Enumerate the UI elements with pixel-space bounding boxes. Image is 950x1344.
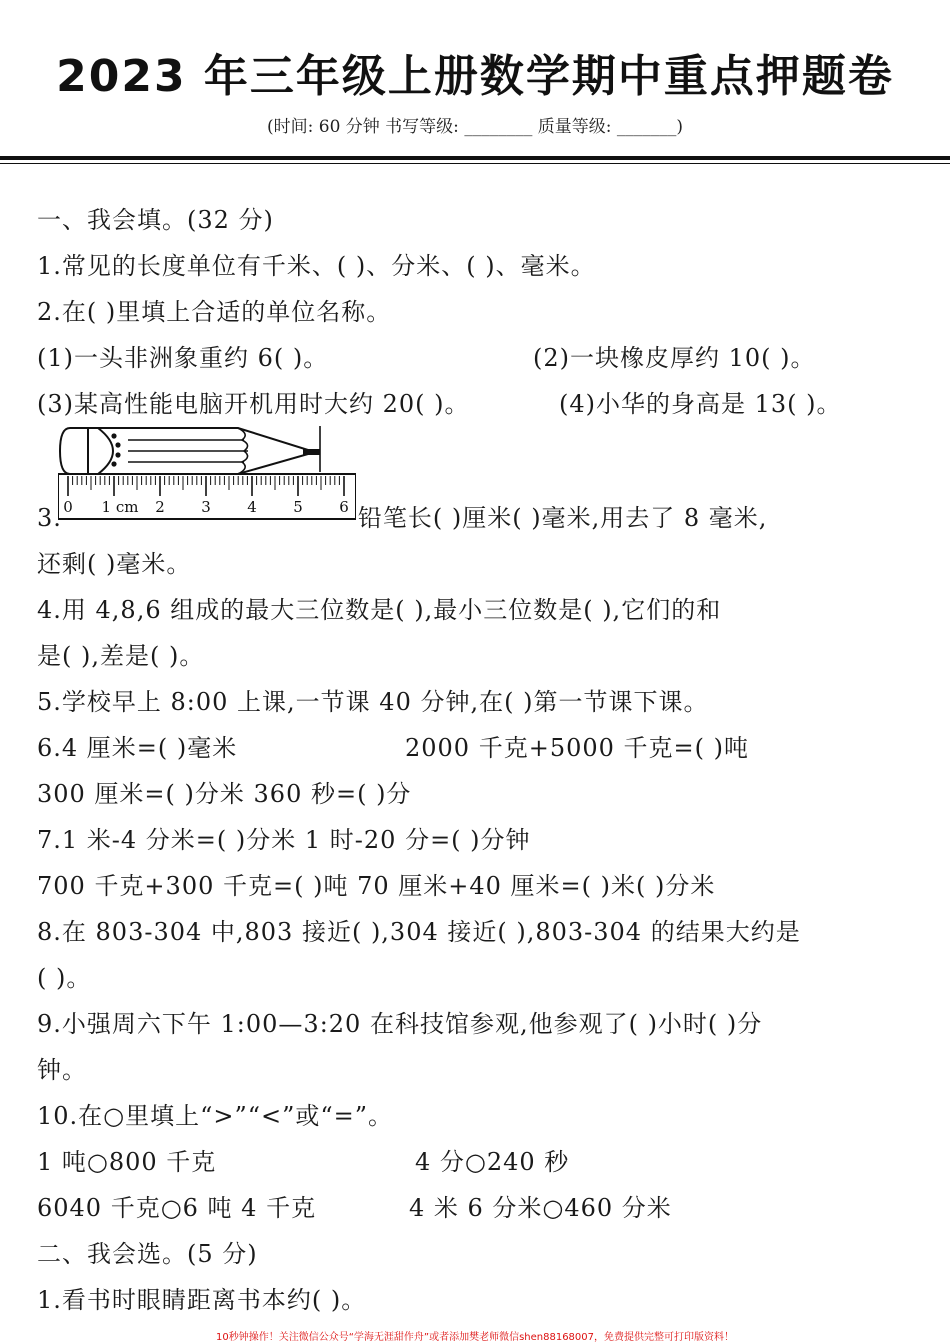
pencil-icon — [60, 426, 320, 474]
question-6-a: 6.4 厘米=( )毫米 — [37, 734, 238, 762]
question-8: 8.在 803-304 中,803 接近( ),304 接近( ),803-304 的结果大约是 — [37, 918, 801, 946]
question-10-b: 4 分○240 秒 — [415, 1148, 570, 1176]
ruler-label: 1 cm — [101, 498, 139, 516]
question-2: 2.在( )里填上合适的单位名称。 — [37, 298, 392, 326]
question-6-row2: 300 厘米=( )分米 360 秒=( )分 — [37, 780, 412, 808]
ruler-label: 6 — [339, 498, 349, 516]
question-10-d: 4 米 6 分米○460 分米 — [409, 1194, 672, 1222]
ruler-label: 2 — [155, 498, 165, 516]
question-1: 1.常见的长度单位有千米、( )、分米、( )、毫米。 — [37, 252, 596, 280]
question-4-continued: 是( ),差是( )。 — [37, 642, 205, 670]
question-4: 4.用 4,8,6 组成的最大三位数是( ),最小三位数是( ),它们的和 — [37, 596, 722, 624]
footer-note: 10秒钟操作！关注微信公众号“学海无涯甜作舟”或者添加樊老师微信shen88168007，免费提供完整可打印版资料！ — [215, 1332, 735, 1343]
ruler-label: 3 — [201, 498, 211, 516]
exam-info: (时间: 60 分钟 书写等级: ________ 质量等级: _______) — [266, 117, 683, 137]
section2-heading: 二、我会选。(5 分) — [37, 1240, 258, 1268]
question-8-continued: ( )。 — [37, 964, 92, 992]
question-9: 9.小强周六下午 1:00—3:20 在科技馆参观,他参观了( )小时( )分 — [37, 1010, 763, 1038]
ruler-label: 5 — [293, 498, 303, 516]
question-9-continued: 钟。 — [37, 1056, 87, 1084]
ruler-label: 0 — [63, 498, 73, 516]
question-3-text: 铅笔长( )厘米( )毫米,用去了 8 毫米, — [357, 504, 768, 532]
section1-heading: 一、我会填。(32 分) — [37, 206, 274, 234]
question-7-row2: 700 千克+300 千克=( )吨 70 厘米+40 厘米=( )米( )分米 — [37, 872, 716, 900]
question-2-3: (3)某高性能电脑开机用时大约 20( )。 — [37, 390, 470, 418]
question-2-1: (1)一头非洲象重约 6( )。 — [37, 344, 329, 372]
question-3-continued: 还剩( )毫米。 — [37, 550, 192, 578]
header-divider-thick — [0, 156, 950, 160]
question-10-a: 1 吨○800 千克 — [37, 1148, 217, 1176]
question-5: 5.学校早上 8:00 上课,一节课 40 分钟,在( )第一节课下课。 — [37, 688, 709, 716]
header-divider-thin — [0, 163, 950, 164]
question-3-number: 3. — [37, 504, 62, 532]
question-2-2: (2)一块橡皮厚约 10( )。 — [533, 344, 816, 372]
page-title: 2023 年三年级上册数学期中重点押题卷 — [56, 51, 894, 102]
ruler-label: 4 — [247, 498, 257, 516]
section2-question-1: 1.看书时眼睛距离书本约( )。 — [37, 1286, 367, 1314]
question-3 — [37, 498, 767, 533]
question-10-c: 6040 千克○6 吨 4 千克 — [37, 1194, 317, 1222]
question-7-row1: 7.1 米-4 分米=( )分米 1 时-20 分=( )分钟 — [37, 826, 531, 854]
question-2-4: (4)小华的身高是 13( )。 — [559, 390, 842, 418]
question-10: 10.在○里填上“>”“<”或“=”。 — [37, 1102, 394, 1130]
question-6-b: 2000 千克+5000 千克=( )吨 — [405, 734, 749, 762]
